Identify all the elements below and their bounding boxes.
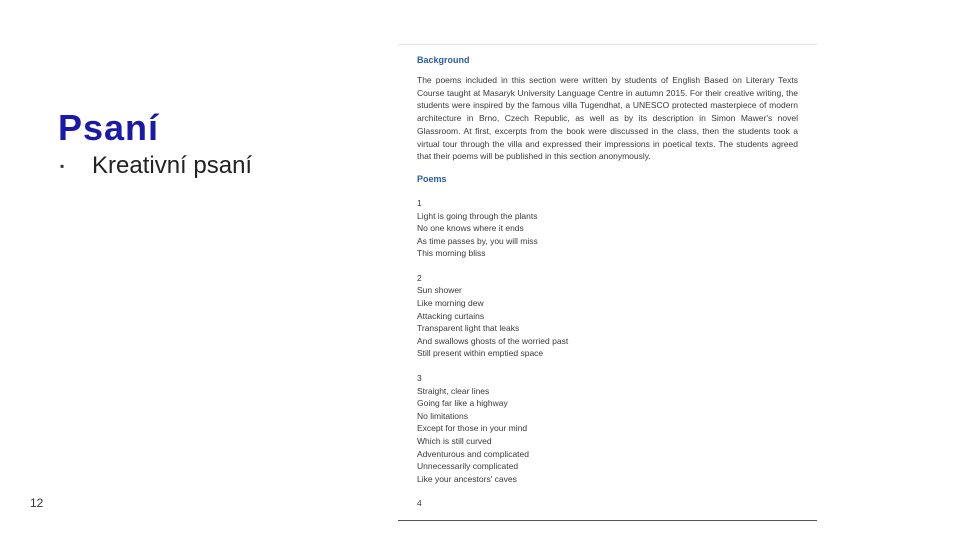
poem-line: Still present within emptied space (417, 348, 544, 359)
bullet-icon: ▪ (60, 159, 65, 173)
background-paragraph: The poems included in this section were written by students of English Based on Literary Texts Course taught at Masaryk University Language Centre in autumn 2015. For their creative writing, the students were inspired by the famous villa Tugendhat, a UNESCO protected masterpiece of modern architecture in Brno, Czech Republic, as well as by its description in Simon Mawer's novel Glassroom. At first, excerpts from the book were discussed in the class, then the students took a virtual tour through the villa and expressed their impressions in poetical texts. The students agreed that their poems will be published in this section anonymously. (417, 75, 798, 162)
poem-number: 3 (417, 373, 422, 384)
bullet-text: Kreativní psaní (92, 152, 253, 179)
poem-line: Unnecessarily complicated (417, 461, 519, 472)
poem-number: 2 (417, 272, 422, 283)
poem-number: 1 (417, 197, 422, 208)
poem-line: Like morning dew (417, 298, 484, 309)
poem-line: And swallows ghosts of the worried past (417, 335, 569, 346)
poems-heading: Poems (417, 173, 447, 184)
poem-number: 4 (417, 498, 422, 509)
poem-line: Like your ancestors' caves (417, 473, 517, 484)
poem-line: Which is still curved (417, 436, 492, 447)
poem-block (417, 497, 798, 510)
poem-line: Transparent light that leaks (417, 323, 520, 334)
poem-line: Going far like a highway (417, 398, 508, 409)
poem-line: Sun shower (417, 285, 462, 296)
bullet-item (60, 150, 252, 182)
poem-line: Straight, clear lines (417, 385, 490, 396)
poem-line: This morning bliss (417, 248, 486, 259)
page-number: 12 (30, 496, 44, 510)
poem-line: Adventurous and complicated (417, 448, 529, 459)
poem-line: No limitations (417, 410, 469, 421)
poems-list (417, 197, 798, 510)
poem-block (417, 372, 798, 485)
poem-block (417, 197, 798, 260)
document-top-rule (398, 44, 817, 45)
poem-line: Light is going through the plants (417, 210, 538, 221)
slide-title: Psaní (58, 107, 160, 148)
poem-block (417, 272, 798, 360)
document-screenshot (398, 44, 817, 521)
poem-line: Except for those in your mind (417, 423, 528, 434)
poem-line: Attacking curtains (417, 310, 485, 321)
document-content (417, 54, 798, 510)
poem-line: No one knows where it ends (417, 223, 524, 234)
background-heading: Background (417, 55, 470, 65)
poem-line: As time passes by, you will miss (417, 235, 538, 246)
